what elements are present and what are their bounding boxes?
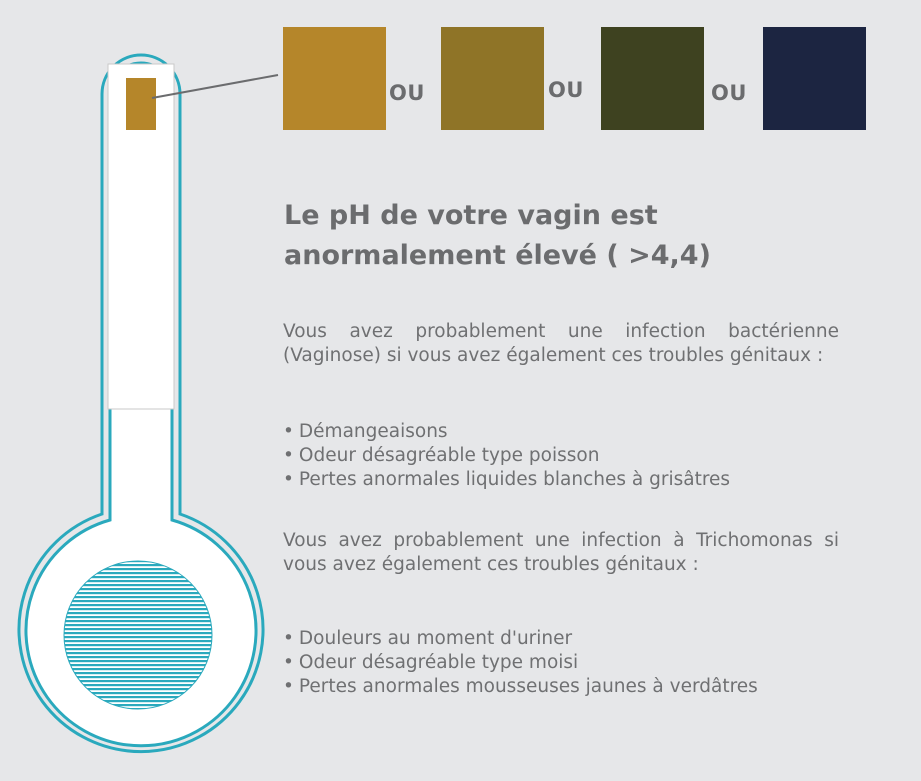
list-item: • Pertes anormales mousseuses jaunes à verdâtres (283, 676, 758, 697)
list-item: • Odeur désagréable type poisson (283, 445, 600, 466)
separator-ou-1: OU (389, 81, 425, 105)
title-line-2: anormalement élevé ( >4,4) (284, 240, 711, 271)
ph-indicator-square (126, 78, 156, 130)
bacterial-symptom-list (283, 420, 883, 492)
trichomonas-infection-intro: Vous avez probablement une infection à Trichomonas si vous avez également ces troubles génitaux : (283, 530, 839, 575)
color-swatch-navy (763, 27, 866, 130)
list-item: • Douleurs au moment d'uriner (283, 628, 573, 649)
list-item: • Démangeaisons (283, 421, 448, 442)
separator-ou-3: OU (711, 81, 747, 105)
color-swatch-olive-brown (441, 27, 544, 130)
title-line-1: Le pH de votre vagin est (284, 200, 658, 231)
trichomonas-symptom-list (283, 627, 883, 699)
bacterial-infection-intro: Vous avez probablement une infection bactérienne (Vaginose) si vous avez également ces troubles génitaux : (283, 321, 839, 366)
list-item: • Pertes anormales liquides blanches à grisâtres (283, 469, 731, 490)
list-item: • Odeur désagréable type moisi (283, 652, 579, 673)
color-swatch-ochre (283, 27, 386, 130)
color-swatch-dark-olive (601, 27, 704, 130)
page-title (284, 196, 884, 276)
separator-ou-2: OU (548, 78, 584, 102)
ph-test-device-illustration (0, 0, 290, 781)
